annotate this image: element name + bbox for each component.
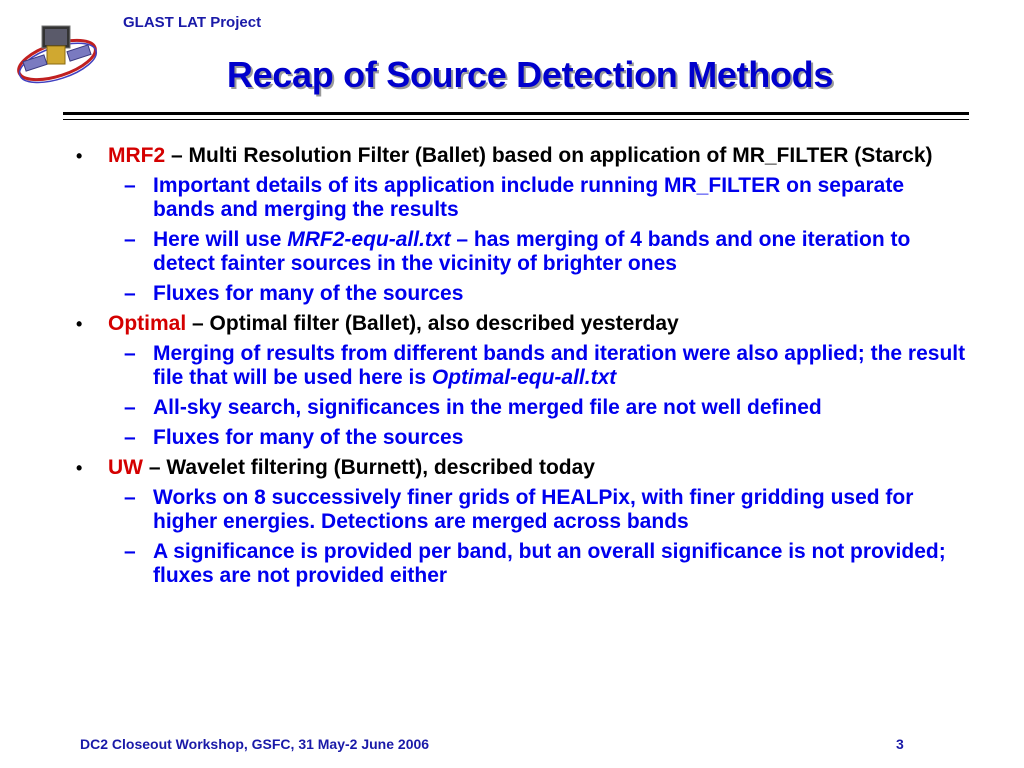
dash-marker: –: [124, 282, 136, 305]
sub-item-text: Works on 8 successively finer grids of HEALPix, with finer gridding used for higher energies. Detections are merged across bands: [153, 486, 914, 533]
method-label: MRF2: [108, 144, 166, 167]
sub-item-text-pre: Merging of results from different bands and iteration were also applied; the result file that will be used here is: [153, 342, 966, 389]
sub-item: [70, 426, 970, 450]
title-divider-thin: [63, 119, 969, 120]
method-description: – Multi Resolution Filter (Ballet) based on application of MR_FILTER (Starck): [165, 144, 933, 167]
dash-marker: –: [124, 540, 136, 563]
sub-item: [70, 174, 970, 222]
dash-marker: –: [124, 342, 136, 365]
sub-item-text: Fluxes for many of the sources: [153, 426, 464, 449]
bullet-dot: •: [76, 314, 83, 334]
sub-item-text: Fluxes for many of the sources: [153, 282, 464, 305]
sub-item: [70, 486, 970, 534]
bullet-dot: •: [76, 146, 83, 166]
bullet-item-uw: [70, 456, 970, 480]
title-divider-thick: [63, 112, 969, 115]
sub-item: [70, 228, 970, 276]
sub-item-text: A significance is provided per band, but an overall significance is not provided; fluxes are not provided either: [153, 540, 946, 587]
sub-item: [70, 540, 970, 588]
method-label: Optimal: [108, 312, 187, 335]
dash-marker: –: [124, 228, 136, 251]
page-title: Recap of Source Detection Methods: [226, 54, 834, 95]
method-description: – Wavelet filtering (Burnett), described today: [143, 456, 595, 479]
bullet-list: [70, 144, 970, 588]
sub-item: [70, 282, 970, 306]
method-label: UW: [108, 456, 143, 479]
project-name: GLAST LAT Project: [123, 14, 262, 31]
dash-marker: –: [124, 174, 136, 197]
sub-item-text-post: – has merging of 4 bands and one iteration to detect fainter sources in the vicinity of brighter ones: [153, 228, 911, 275]
bullet-item-optimal: [70, 312, 970, 336]
dash-marker: –: [124, 396, 136, 419]
file-name: MRF2-equ-all.txt: [287, 228, 451, 251]
method-description: – Optimal filter (Ballet), also described yesterday: [186, 312, 679, 335]
dash-marker: –: [124, 486, 136, 509]
file-name: Optimal-equ-all.txt: [431, 366, 617, 389]
bullet-item-mrf2: [70, 144, 970, 168]
footer-text: DC2 Closeout Workshop, GSFC, 31 May-2 June 2006: [80, 736, 430, 752]
bullet-dot: •: [76, 458, 83, 478]
sub-item: [70, 396, 970, 420]
sub-item-text: Important details of its application include running MR_FILTER on separate bands and merging the results: [153, 174, 905, 221]
sub-item: [70, 342, 970, 390]
sub-item-text: All-sky search, significances in the merged file are not well defined: [153, 396, 822, 419]
dash-marker: –: [124, 426, 136, 449]
page-number: 3: [896, 736, 904, 752]
sub-item-text-pre: Here will use: [153, 228, 288, 251]
